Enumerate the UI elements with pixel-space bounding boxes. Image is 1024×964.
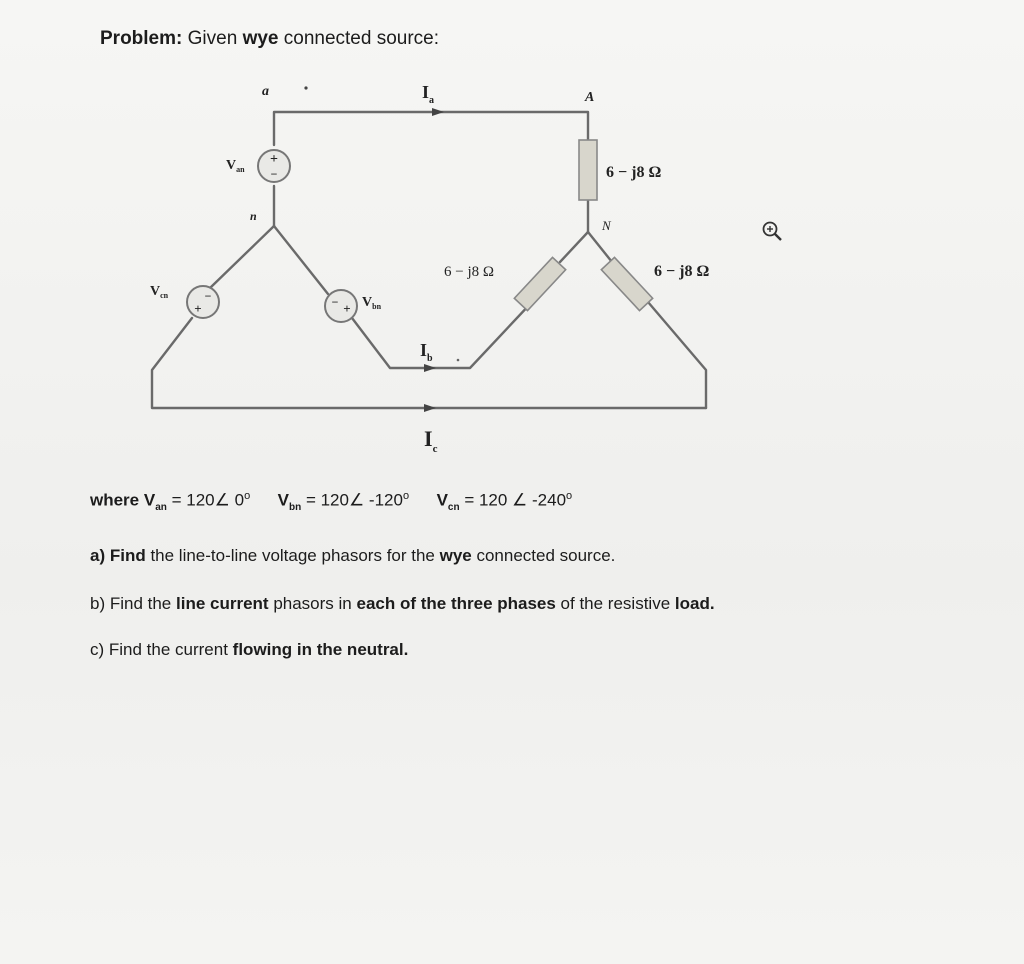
question-c-text1: c) Find the current: [90, 640, 233, 659]
svg-text:+: +: [270, 152, 278, 167]
voltage-source-cn: [187, 286, 219, 318]
given-v-bn-label: V: [277, 490, 289, 510]
question-a-bold2: wye: [439, 546, 472, 565]
current-arrow-a: [432, 108, 444, 116]
problem-text-after: connected source:: [278, 28, 440, 49]
question-a-bold1: a) Find: [90, 546, 146, 565]
problem-label: Problem:: [100, 28, 183, 49]
given-where: where: [90, 490, 140, 510]
node-label-N: N: [602, 218, 611, 233]
source-label-cn: $V_{cn}$: [150, 284, 169, 300]
given-v-cn-label: V: [436, 490, 448, 510]
current-label-c: $I_c$: [424, 426, 438, 455]
node-label-A: A: [585, 90, 595, 105]
source-label-bn: $V_{bn}$: [362, 295, 382, 311]
svg-text:+: +: [343, 301, 351, 316]
svg-text:−: −: [331, 295, 339, 309]
resistor-a: [579, 140, 597, 200]
problem-text-before: Given: [182, 28, 243, 49]
impedance-label-b: 6 − j8 Ω: [444, 264, 495, 280]
question-a-text2: connected source.: [471, 546, 616, 565]
impedance-label-a: 6 − j8 Ω: [606, 164, 662, 181]
given-v-cn-value: = 120 ∠ -240: [464, 490, 567, 510]
question-a: [90, 546, 615, 566]
given-v-an-label: V: [143, 490, 156, 510]
given-values: [90, 490, 572, 513]
given-v-an-deg: o: [244, 490, 251, 502]
zoom-in-icon[interactable]: [764, 223, 782, 241]
current-label-a: $I_a$: [422, 82, 435, 106]
stray-dot: [304, 86, 307, 89]
given-v-bn-value: = 120∠ -120: [305, 490, 403, 510]
question-b-text3: of the resistive: [555, 594, 675, 613]
given-v-cn-deg: o: [566, 490, 573, 502]
question-c: [90, 640, 408, 660]
given-v-an-value: = 120∠ 0: [171, 490, 245, 510]
resistor-b: [514, 257, 565, 310]
current-label-b: $I_b$: [420, 340, 433, 364]
question-b-bold3: load.: [674, 594, 715, 613]
current-arrow-b: [424, 364, 436, 372]
question-b-text1: b) Find the: [90, 594, 176, 613]
stray-dot: [457, 359, 460, 362]
circuit-diagram: [0, 0, 1024, 480]
current-arrows: [424, 108, 444, 412]
question-b-bold2: each of the three phases: [356, 594, 556, 613]
resistor-c: [601, 257, 652, 310]
question-b: [90, 594, 715, 614]
question-b-text2: phasors in: [268, 594, 357, 613]
question-a-text1: the line-to-line voltage phasors for the: [145, 546, 440, 565]
given-v-bn-sub: bn: [289, 502, 302, 514]
question-b-bold1: line current: [176, 594, 269, 613]
svg-text:−: −: [270, 167, 278, 181]
given-v-an-sub: an: [155, 502, 167, 514]
source-label-an: $V_{an}$: [226, 158, 245, 174]
node-label-n: n: [250, 209, 257, 223]
problem-bold-word: wye: [242, 28, 279, 49]
svg-text:+: +: [194, 301, 202, 316]
question-c-bold1: flowing in the neutral.: [232, 640, 409, 659]
current-arrow-c: [424, 404, 436, 412]
impedance-label-c: 6 − j8 Ω: [654, 263, 710, 280]
voltage-source-an: [258, 150, 290, 182]
svg-text:−: −: [204, 289, 212, 303]
given-v-bn-deg: o: [402, 490, 410, 502]
given-v-cn-sub: cn: [447, 502, 460, 514]
node-label-a: a: [262, 84, 269, 99]
voltage-source-bn: [325, 290, 357, 322]
